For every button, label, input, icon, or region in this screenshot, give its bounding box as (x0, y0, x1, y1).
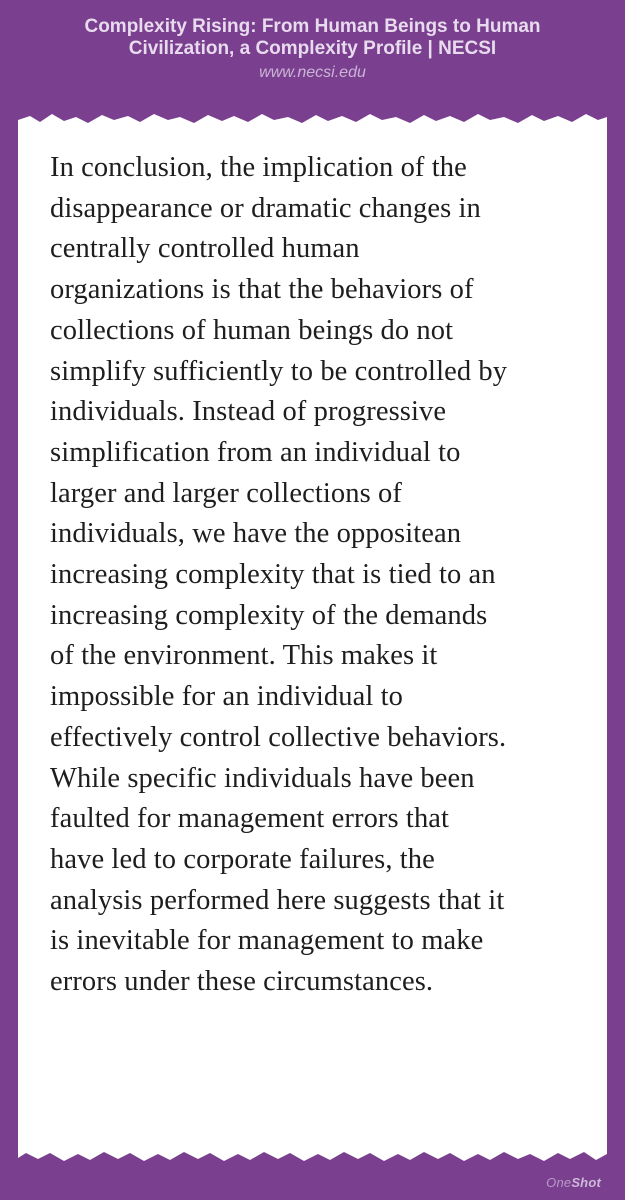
brand-prefix: One (546, 1175, 572, 1190)
quote-line: analysis performed here suggests that it (50, 884, 505, 916)
quote-line: of the environment. This makes it (50, 640, 438, 672)
quote-line: increasing complexity that is tied to an (50, 559, 496, 591)
quote-line: individuals, we have the oppositean (50, 518, 462, 550)
quote-line: simplify sufficiently to be controlled by (50, 355, 508, 387)
quote-line: is inevitable for management to make (50, 925, 484, 957)
quote-line: effectively control collective behaviors. (50, 721, 507, 753)
quote-text (50, 148, 586, 1003)
brand-suffix: Shot (571, 1175, 601, 1190)
quote-line: increasing complexity of the demands (50, 599, 488, 631)
quote-line: In conclusion, the implication of the (50, 152, 467, 183)
quote-line: simplification from an individual to (50, 436, 461, 468)
quote-line: collections of human beings do not (50, 314, 454, 346)
source-url: www.necsi.edu (259, 64, 366, 81)
source-title: Complexity Rising: From Human Beings to Human Civilization, a Complexity Profile | NECSI (84, 16, 541, 59)
quote-line: errors under these circumstances. (50, 966, 434, 998)
quote-line: centrally controlled human (50, 233, 360, 265)
quote-line: larger and larger collections of (50, 477, 402, 509)
quote-line: individuals. Instead of progressive (50, 396, 447, 428)
quote-line: While specific individuals have been (50, 762, 475, 794)
quote-card (18, 112, 607, 1162)
quote-line: impossible for an individual to (50, 681, 403, 713)
oneshot-watermark (546, 1175, 601, 1190)
quote-line: disappearance or dramatic changes in (50, 192, 481, 224)
header (0, 0, 625, 128)
quote-line: have led to corporate failures, the (50, 843, 435, 875)
quote-line: organizations is that the behaviors of (50, 274, 474, 306)
quote-line: faulted for management errors that (50, 803, 450, 835)
